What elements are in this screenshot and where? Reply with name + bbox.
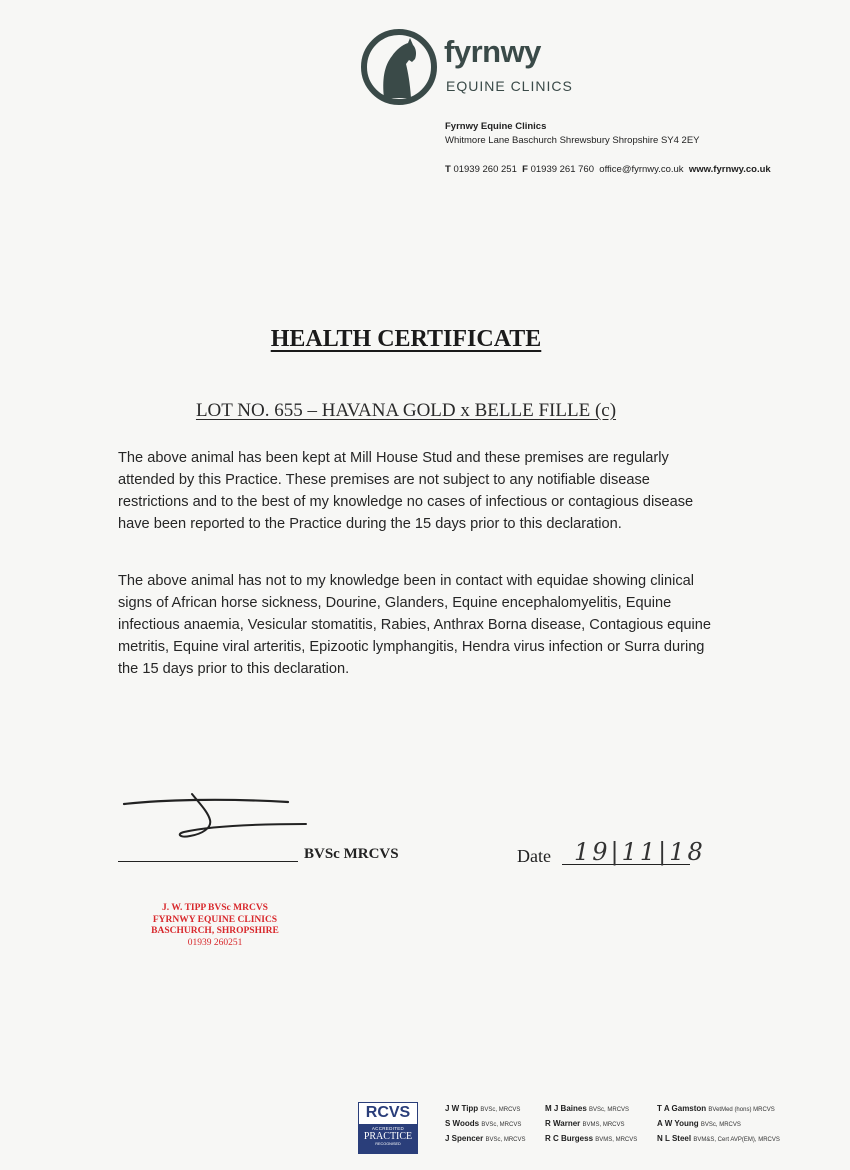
- signatory-qualifications: BVSc MRCVS: [304, 846, 399, 862]
- staff-entry: [545, 1132, 637, 1147]
- rcvs-accreditation-badge: [358, 1102, 418, 1154]
- staff-entry: [445, 1102, 526, 1117]
- stamp-line-phone: 01939 260251: [187, 937, 243, 948]
- stamp-line-clinic: FYRNWY EQUINE CLINICS: [152, 914, 278, 925]
- brand-subtitle: EQUINE CLINICS: [446, 78, 573, 94]
- staff-entry: [657, 1117, 780, 1132]
- staff-quals: BVSc, MRCVS: [589, 1107, 630, 1113]
- stamp-line-location: BASCHURCH, SHROPSHIRE: [151, 926, 279, 936]
- stamp-line-vet: J. W. TIPP BVSc MRCVS: [162, 903, 268, 913]
- staff-name: R C Burgess: [545, 1134, 594, 1143]
- certificate-title: HEALTH CERTIFICATE: [270, 326, 542, 352]
- fax-label: F: [522, 164, 528, 175]
- staff-quals: BVM&S, Cert AVP(EM), MRCVS: [693, 1137, 780, 1143]
- fax-number: 01939 261 760: [530, 164, 594, 175]
- handwritten-date: 19|11|18: [574, 838, 706, 866]
- staff-entry: [445, 1132, 526, 1147]
- horse-head-logo-icon: [360, 28, 438, 106]
- clinic-name: Fyrnwy Equine Clinics: [445, 121, 547, 132]
- tel-number: 01939 260 251: [453, 164, 517, 175]
- handwritten-signature: [110, 790, 320, 850]
- staff-column: [545, 1102, 637, 1147]
- clinic-contact-line: [445, 164, 771, 175]
- staff-name: M J Baines: [545, 1104, 587, 1113]
- staff-name: T A Gamston: [657, 1104, 707, 1113]
- rcvs-practice: PRACTICE: [363, 1131, 413, 1142]
- staff-column: [445, 1102, 526, 1147]
- declaration-paragraph-contact: The above animal has not to my knowledge been in contact with equidae showing clinical signs of African horse sickness, Dourine, Glanders, Equine encephalomyelitis, Equine infectious anaemia, Vesicular stomatitis, Rabies, Anthrax Borna disease, Contagious equine metritis, Equine viral arteritis, Epizootic lymphangitis, Hendra virus infection or Surra during the 15 days prior to this declaration.: [118, 573, 712, 677]
- clinic-logo: [360, 28, 590, 108]
- staff-name: J W Tipp: [445, 1104, 479, 1113]
- signature-line: [118, 861, 298, 862]
- clinic-website[interactable]: www.fyrnwy.co.uk: [688, 164, 771, 175]
- staff-quals: BVetMed (hons) MRCVS: [708, 1107, 775, 1113]
- rcvs-title: RCVS: [365, 1104, 411, 1121]
- declaration-paragraph-premises: The above animal has been kept at Mill House Stud and these premises are regularly attended by this Practice. These premises are not subject to any notifiable disease restrictions and to the best of my knowledge no cases of infectious or contagious disease have been reported to the Practice during the 15 days prior to this declaration.: [118, 450, 694, 532]
- staff-column: [657, 1102, 780, 1147]
- vet-stamp: [130, 903, 300, 949]
- staff-quals: BVSc, MRCVS: [481, 1122, 522, 1128]
- staff-quals: BVMS, MRCVS: [595, 1137, 638, 1143]
- staff-name: A W Young: [657, 1119, 699, 1128]
- staff-name: S Woods: [445, 1119, 480, 1128]
- staff-entry: [445, 1117, 526, 1132]
- lot-heading: LOT NO. 655 – HAVANA GOLD x BELLE FILLE (c): [195, 400, 617, 421]
- clinic-address-block: [445, 120, 700, 148]
- staff-quals: BVMS, MRCVS: [582, 1122, 625, 1128]
- staff-entry: [545, 1117, 637, 1132]
- clinic-email[interactable]: office@fyrnwy.co.uk: [599, 164, 684, 175]
- staff-entry: [657, 1102, 780, 1117]
- brand-name: fyrnwy: [444, 34, 541, 69]
- staff-name: J Spencer: [445, 1134, 484, 1143]
- staff-entry: [545, 1102, 637, 1117]
- tel-label: T: [445, 164, 451, 175]
- date-label: Date: [517, 846, 551, 866]
- rcvs-recognised: RECOGNISED: [375, 1142, 401, 1146]
- rcvs-band: [359, 1124, 417, 1153]
- staff-quals: BVSc, MRCVS: [700, 1122, 741, 1128]
- staff-name: N L Steel: [657, 1134, 692, 1143]
- staff-entry: [657, 1132, 780, 1147]
- staff-quals: BVSc, MRCVS: [480, 1107, 521, 1113]
- staff-name: R Warner: [545, 1119, 581, 1128]
- rcvs-accredited: ACCREDITED: [371, 1126, 405, 1131]
- clinic-address: Whitmore Lane Baschurch Shrewsbury Shropshire SY4 2EY: [445, 135, 700, 146]
- staff-quals: BVSc, MRCVS: [485, 1137, 526, 1143]
